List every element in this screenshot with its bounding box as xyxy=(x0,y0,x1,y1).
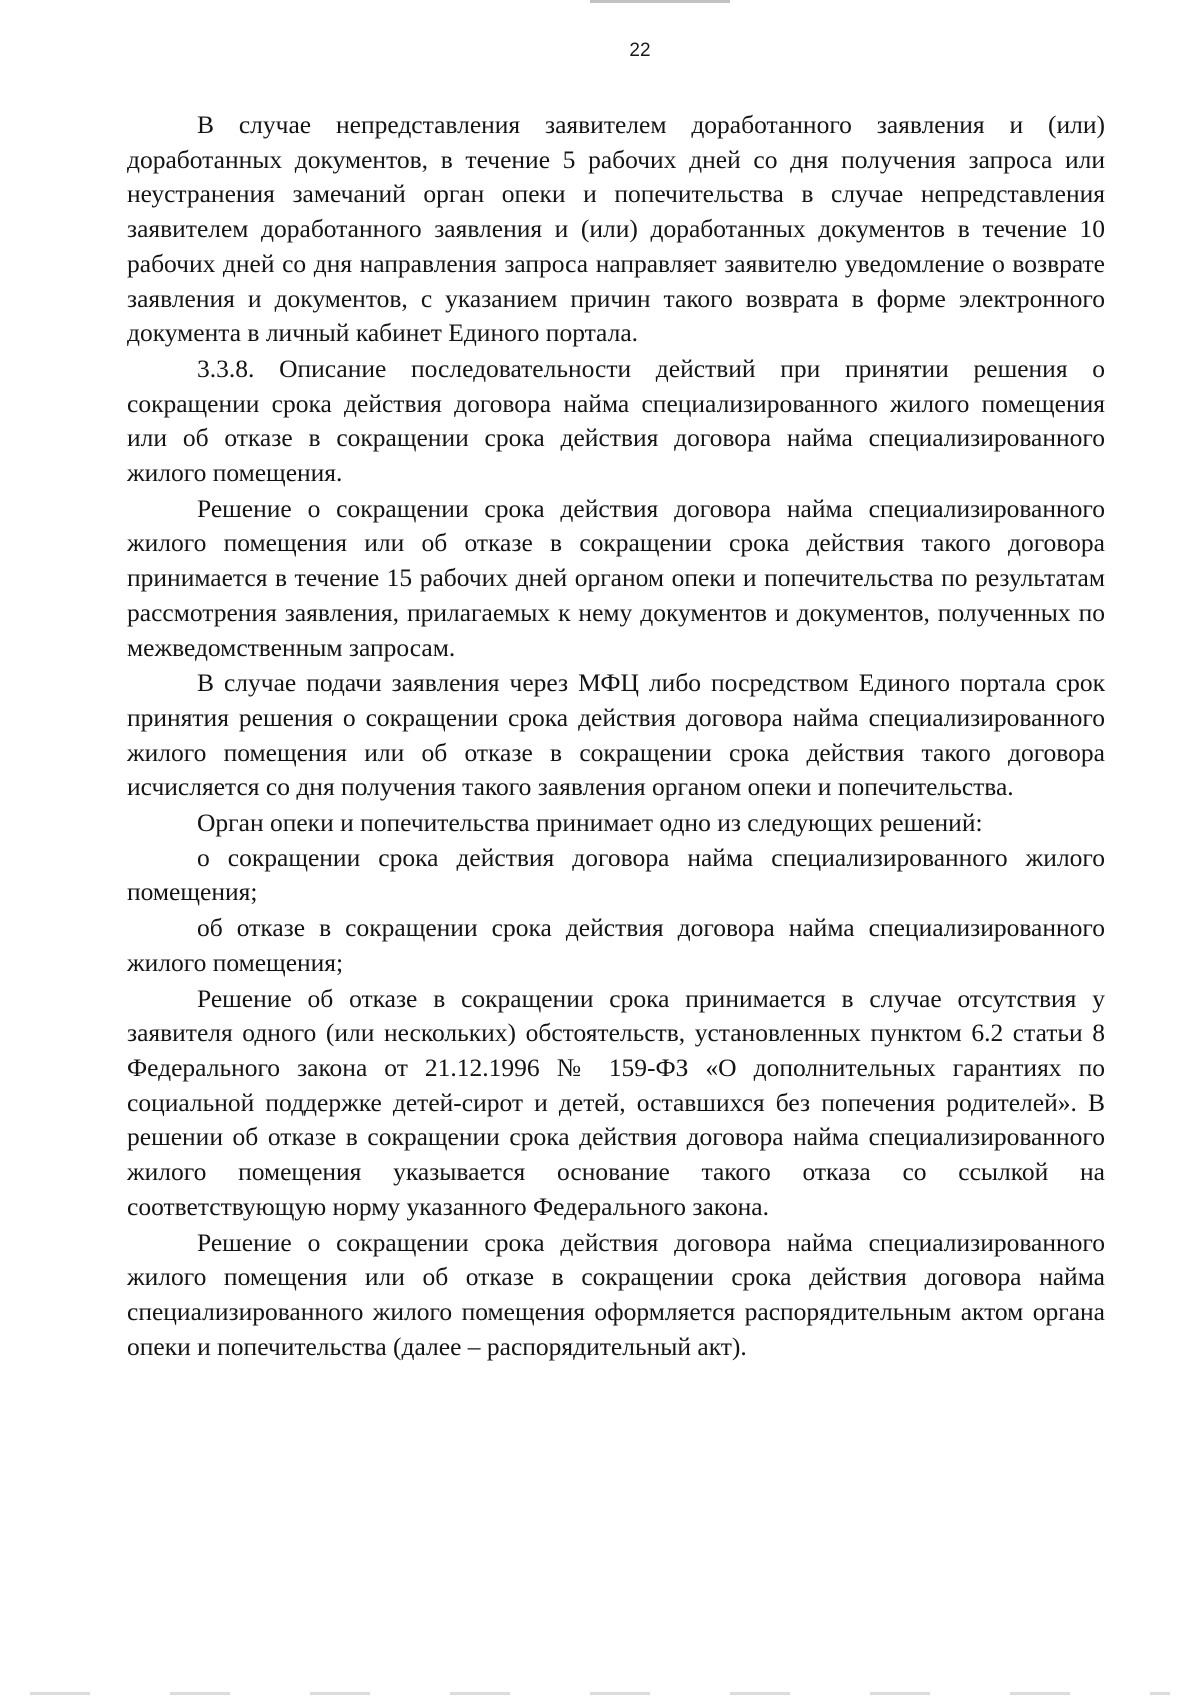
paragraph-mfc-submission: В случае подачи заявления через МФЦ либо посредством Единого портала срок принятия решения о сокращении срока действия договора найма специализированного жилого помещения или об отказе в сокращении срока действия такого договора исчисляется со дня получения такого заявления органом опеки и попечительства. xyxy=(127,668,1105,802)
paragraph-decision-option-reduce: о сокращении срока действия договора найма специализированного жилого помещения; xyxy=(127,842,1105,907)
paragraph-decision-option-refuse: об отказе в сокращении срока действия договора найма специализированного жилого помещения; xyxy=(127,913,1105,977)
paragraph-section-3-3-8: 3.3.8. Описание последовательности действий при принятии решения о сокращении срока действия договора найма специализированного жилого помещения или об отказе в сокращении срока действия договора найма специализированного жилого помещения. xyxy=(127,353,1105,488)
paragraph-decision-options-intro: Орган опеки и попечительства принимает одно из следующих решений: xyxy=(197,808,983,838)
paragraph-refusal-grounds: Решение об отказе в сокращении срока принимается в случае отсутствия у заявителя одного (или нескольких) обстоятельств, установленных пунктом 6.2 статьи 8 Федерального закона от 21.12.1996 № 159-ФЗ «О дополнительных гарантиях по социальной поддержке детей-сирот и детей, оставшихся без попечения родителей». В решении об отказе в сокращении срока действия договора найма специализированного жилого помещения указывается основание такого отказа со ссылкой на соответствующую норму указанного Федерального закона. xyxy=(127,983,1105,1221)
paragraph-administrative-act: Решение о сокращении срока действия договора найма специализированного жилого помещения или об отказе в сокращении срока действия договора найма специализированного жилого помещения оформляется распорядительным актом органа опеки и попечительства (далее – распорядительный акт). xyxy=(127,1227,1105,1361)
scan-artifact-top xyxy=(590,0,730,3)
scan-artifact-bottom xyxy=(30,1692,1170,1695)
paragraph-decision-term: Решение о сокращении срока действия договора найма специализированного жилого помещения или об отказе в сокращении срока действия такого договора принимается в течение 15 рабочих дней органом опеки и попечительства по результатам рассмотрения заявления, прилагаемых к нему документов и документов, полученных по межведомственным запросам. xyxy=(127,493,1105,662)
paragraph-return-notice: В случае непредставления заявителем доработанного заявления и (или) доработанных документов, в течение 5 рабочих дней со дня получения запроса или неустранения замечаний орган опеки и попечительства в случае непредставления заявителем доработанного заявления и (или) доработанных документов в течение 10 рабочих дней со дня направления запроса направляет заявителю уведомление о возврате заявления и документов, с указанием причин такого возврата в форме электронного документа в личный кабинет Единого портала. xyxy=(127,110,1105,348)
page-number: 22 xyxy=(629,40,651,61)
document-body xyxy=(127,108,1105,1364)
